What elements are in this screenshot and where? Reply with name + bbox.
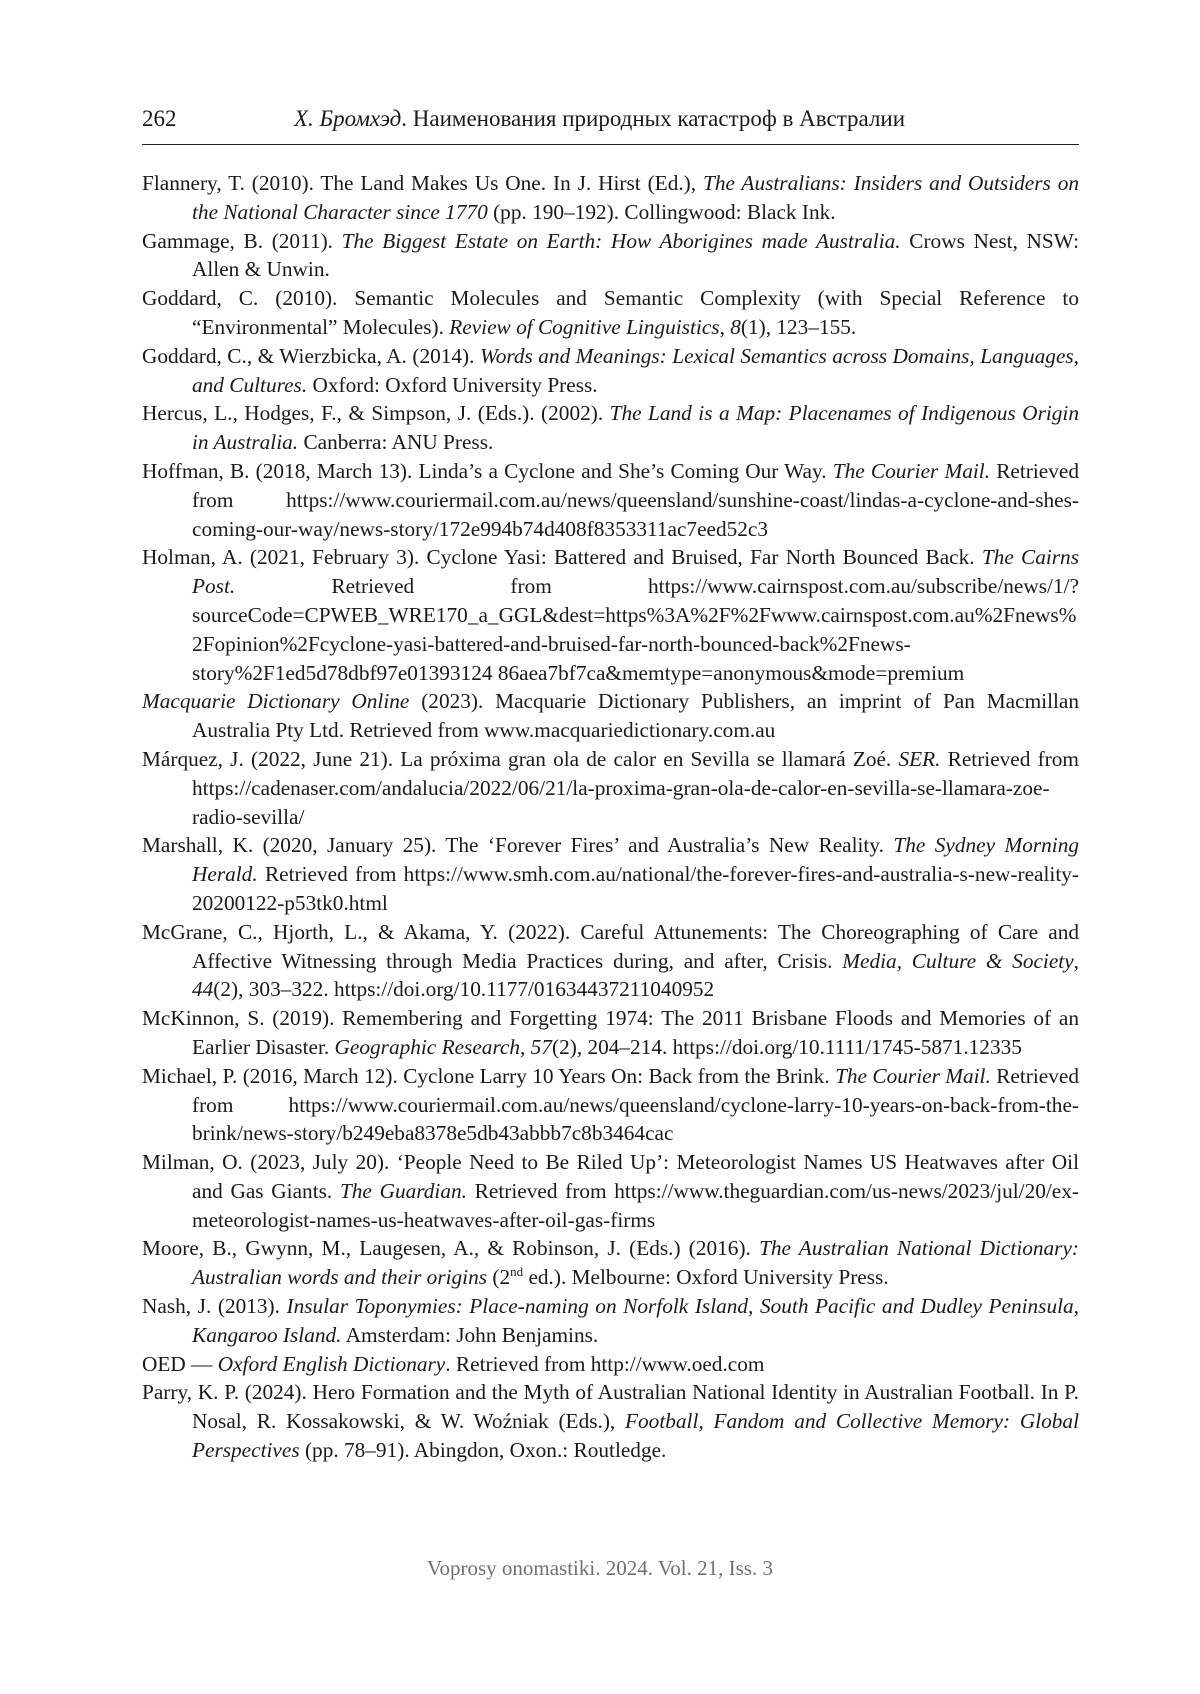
- running-title: [294, 106, 905, 132]
- reference-list: [142, 169, 1079, 1465]
- reference-entry: Goddard, C., & Wierzbicka, A. (2014). Words and Meanings: Lexical Semantics across Domains, Languages, and Cultures. Oxford: Oxford University Press.: [142, 343, 1080, 397]
- running-title-text: . Наименования природных катастроф в Австралии: [401, 106, 906, 131]
- reference-entry: McKinnon, S. (2019). Remembering and Forgetting 1974: The 2011 Brisbane Floods and Memories of an Earlier Disaster. Geographic Research, 57(2), 204–214. https://doi.org/10.1111/1745-5871.12335: [142, 1006, 1079, 1059]
- reference-entry: Holman, A. (2021, February 3). Cyclone Yasi: Battered and Bruised, Far North Bounced Back. The Cairns Post. Retrieved from https://www.cairnspost.com.au/subscribe/news/1/?sourceCode=CPWEB_WRE170_a_GGL&dest=https%3A%2F%2Fwww.cairnspost.com.au%2Fnews%2Fopinion%2Fcyclone-yasi-battered-and-bruised-far-north-bounced-back%2Fnews-story%2F1ed5d78dbf97e01393124 86aea7bf7ca&memtype=anonymous&mode=premium: [142, 545, 1079, 685]
- reference-entry: Márquez, J. (2022, June 21). La próxima gran ola de calor en Sevilla se llamará Zoé. SER. Retrieved from https://cadenaser.com/andalucia/2022/06/21/la-proxima-gran-ola-de-calor-en-sevilla-se-llamara-zoe-radio-sevilla/: [142, 746, 1079, 829]
- reference-entry: Gammage, B. (2011). The Biggest Estate on Earth: How Aborigines made Australia. Crows Nest, NSW: Allen & Unwin.: [142, 228, 1080, 282]
- reference-entry: Hercus, L., Hodges, F., & Simpson, J. (Eds.). (2002). The Land is a Map: Placenames of Indigenous Origin in Australia. Canberra: ANU Press.: [142, 401, 1079, 455]
- reference-entry: Macquarie Dictionary Online (2023). Macquarie Dictionary Publishers, an imprint of Pan Macmillan Australia Pty Ltd. Retrieved from www.macquariedictionary.com.au: [142, 689, 1080, 743]
- reference-entry: Michael, P. (2016, March 12). Cyclone Larry 10 Years On: Back from the Brink. The Courier Mail. Retrieved from https://www.couriermail.com.au/news/queensland/cyclone-larry-10-years-on-back-from-the-brink/news-story/b249eba8378e5db43abbb7c8b3464cac: [142, 1063, 1079, 1146]
- reference-entry: Marshall, K. (2020, January 25). The ‘Forever Fires’ and Australia’s New Reality. The Sydney Morning Herald. Retrieved from https://www.smh.com.au/national/the-forever-fires-and-australia-s-new-reality-20200122-p53tk0.html: [142, 833, 1079, 915]
- running-header: [142, 98, 1079, 145]
- reference-entry: Flannery, T. (2010). The Land Makes Us One. In J. Hirst (Ed.), The Australians: Insiders and Outsiders on the National Character since 1770 (pp. 190–192). Collingwood: Black Ink.: [142, 171, 1079, 224]
- reference-entry: Parry, K. P. (2024). Hero Formation and the Myth of Australian National Identity in Australian Football. In P. Nosal, R. Kossakowski, & W. Woźniak (Eds.), Football, Fandom and Collective Memory: Global Perspectives (pp. 78–91). Abingdon, Oxon.: Routledge.: [142, 1380, 1079, 1463]
- running-title-author: Х. Бромхэд: [294, 106, 402, 131]
- reference-entry: Milman, O. (2023, July 20). ‘People Need to Be Riled Up’: Meteorologist Names US Heatwaves after Oil and Gas Giants. The Guardian. Retrieved from https://www.theguardian.com/us-news/2023/jul/20/ex-meteorologist-names-us-heatwaves-after-oil-gas-firms: [142, 1150, 1079, 1232]
- reference-entry: McGrane, C., Hjorth, L., & Akama, Y. (2022). Careful Attunements: The Choreographing of Care and Affective Witnessing through Media Practices during, and after, Crisis. Media, Culture & Society, 44(2), 303–322. https://doi.org/10.1177/01634437211040952: [142, 919, 1079, 1002]
- page-number: 262: [142, 106, 177, 131]
- reference-entry: Goddard, C. (2010). Semantic Molecules and Semantic Complexity (with Special Reference to “Environmental” Molecules). Review of Cognitive Linguistics, 8(1), 123–155.: [142, 286, 1079, 339]
- reference-entry: OED — Oxford English Dictionary. Retrieved from http://www.oed.com: [142, 1351, 765, 1376]
- reference-entry: Moore, B., Gwynn, M., Laugesen, A., & Robinson, J. (Eds.) (2016). The Australian National Dictionary: Australian words and their origins (2nd ed.). Melbourne: Oxford University Press.: [142, 1236, 1080, 1290]
- journal-footer: Voprosy onomastiki. 2024. Vol. 21, Iss. 3: [427, 1556, 773, 1580]
- reference-entry: Nash, J. (2013). Insular Toponymies: Place-naming on Norfolk Island, South Pacific and Dudley Peninsula, Kangaroo Island. Amsterdam: John Benjamins.: [142, 1294, 1080, 1347]
- reference-entry: Hoffman, B. (2018, March 13). Linda’s a Cyclone and She’s Coming Our Way. The Courier Mail. Retrieved from https://www.couriermail.com.au/news/queensland/sunshine-coast/lindas-a-cyclone-and-shes-coming-our-way/news-story/172e994b74d408f8353311ac7eed52c3: [142, 458, 1079, 541]
